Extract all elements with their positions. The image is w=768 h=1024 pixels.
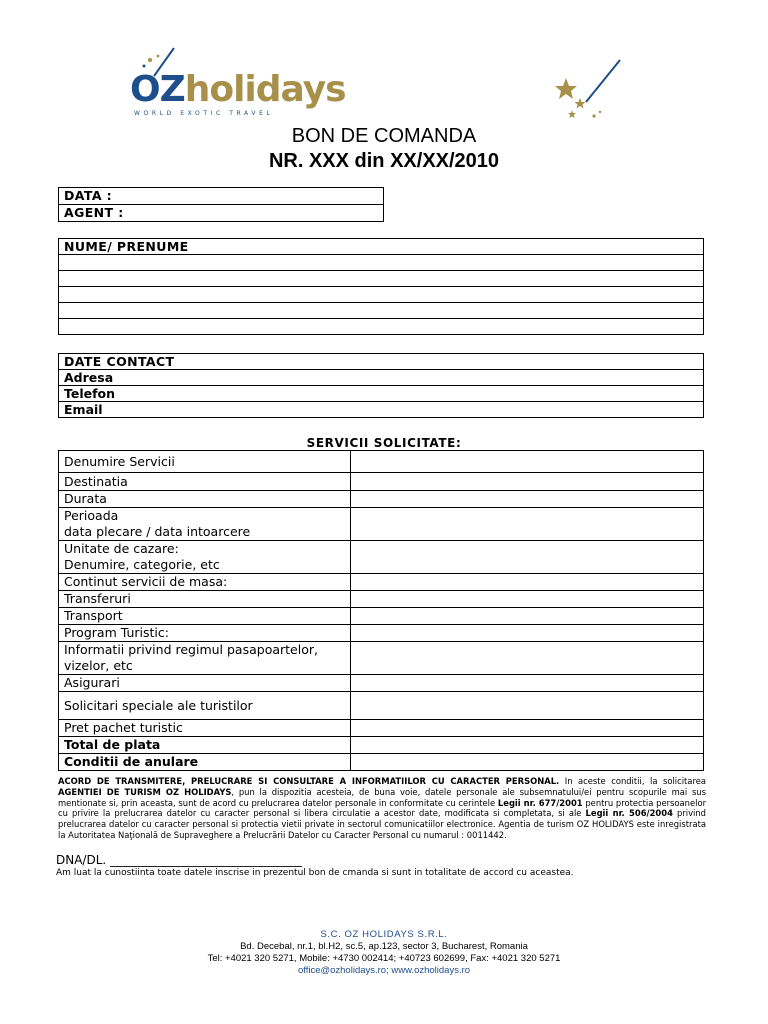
services-table bbox=[58, 450, 704, 771]
name-blank-row[interactable] bbox=[59, 271, 704, 287]
consent-title: ACORD DE TRANSMITERE, PRELUCRARE SI CONSULTARE A INFORMATIILOR CU CARACTER PERSONAL. bbox=[58, 776, 560, 786]
order-number: NR. XXX din XX/XX/2010 bbox=[268, 150, 500, 172]
service-value-cell[interactable] bbox=[350, 737, 703, 754]
service-row bbox=[59, 720, 704, 737]
logo-tagline: WORLD EXOTIC TRAVEL bbox=[134, 110, 274, 117]
name-blank-row[interactable] bbox=[59, 255, 704, 271]
service-label: Solicitari speciale ale turistilor bbox=[59, 692, 351, 720]
service-row bbox=[59, 508, 704, 541]
footer-address: Bd. Decebal, nr.1, bl.H2, sc.5, ap.123, sector 3, Bucharest, Romania bbox=[240, 941, 528, 952]
service-label: Durata bbox=[59, 491, 351, 508]
service-value-cell[interactable] bbox=[350, 491, 703, 508]
service-value-cell[interactable] bbox=[350, 451, 703, 473]
service-row bbox=[59, 692, 704, 720]
acknowledgement-statement: Am luat la cunostiinta toate datele inscrise in prezentul bon de cmanda si sunt in totalitate de accord cu aceastea. bbox=[56, 868, 574, 878]
document-title: BON DE COMANDA bbox=[291, 125, 477, 147]
footer-company: S.C. OZ HOLIDAYS S.R.L. bbox=[320, 929, 448, 940]
services-heading: SERVICII SOLICITATE: bbox=[306, 436, 462, 450]
service-label: Unitate de cazare: Denumire, categorie, etc bbox=[59, 541, 351, 574]
service-label: Informatii privind regimul pasapoartelor, vizelor, etc bbox=[59, 642, 351, 675]
service-value-cell[interactable] bbox=[350, 675, 703, 692]
service-label: Pret pachet turistic bbox=[59, 720, 351, 737]
name-label: NUME/ PRENUME bbox=[59, 239, 704, 255]
name-blank-row[interactable] bbox=[59, 319, 704, 335]
service-label: Program Turistic: bbox=[59, 625, 351, 642]
service-value-cell[interactable] bbox=[350, 720, 703, 737]
agent-field[interactable]: AGENT : bbox=[59, 205, 384, 222]
name-table bbox=[58, 238, 704, 335]
service-value-cell[interactable] bbox=[350, 642, 703, 675]
contact-header: DATE CONTACT bbox=[59, 354, 704, 370]
service-row bbox=[59, 541, 704, 574]
service-value-cell[interactable] bbox=[350, 508, 703, 541]
service-label: Asigurari bbox=[59, 675, 351, 692]
service-label: Perioada data plecare / data intoarcere bbox=[59, 508, 351, 541]
service-value-cell[interactable] bbox=[350, 591, 703, 608]
contact-address-field[interactable]: Adresa bbox=[59, 370, 704, 386]
service-row bbox=[59, 591, 704, 608]
service-value-cell[interactable] bbox=[350, 692, 703, 720]
consent-paragraph: ACORD DE TRANSMITERE, PRELUCRARE SI CONSULTARE A INFORMATIILOR CU CARACTER PERSONAL. In aceste conditii, la solicitarea AGENTIEI DE TURISM OZ HOLIDAYS, pun la dispozitia acesteia, de buna voie, datele personale ale subsemnatului/ei pentru scopurile mai sus mentionate si, prin aceasta, sunt de acord cu prelucrarea datelor personale in conformitate cu cerintele Legii nr. 677/2001 pentru protectia persoanelor cu privire la prelucrarea datelor cu caracter personal si libera circulatie a acestor date, modificata si completata, si ale Legii nr. 506/2004 privind prelucrarea datelor cu caracter personal si protectia vietii private in sectorul comunicatiilor electronice. Agentia de turism OZ HOLIDAYS este inregistrata la Autoritatea Naţională de Supraveghere a Prelucrării Datelor cu Caracter Personal cu numarul : 0011442. bbox=[58, 776, 707, 840]
service-label: Continut servicii de masa: bbox=[59, 574, 351, 591]
company-logo bbox=[130, 46, 346, 124]
service-row bbox=[59, 608, 704, 625]
service-value-cell[interactable] bbox=[350, 625, 703, 642]
service-label: Destinatia bbox=[59, 473, 351, 491]
service-row bbox=[59, 574, 704, 591]
footer-phones: Tel: +4021 320 5271, Mobile: +4730 002414; +40723 602699, Fax: +4021 320 5271 bbox=[207, 953, 561, 964]
stars-wand-icon bbox=[550, 58, 630, 124]
service-label: Conditii de anulare bbox=[59, 754, 351, 771]
service-row bbox=[59, 675, 704, 692]
service-label: Denumire Servicii bbox=[59, 451, 351, 473]
service-row bbox=[59, 737, 704, 754]
agency-name: AGENTIEI DE TURISM OZ HOLIDAYS bbox=[58, 786, 232, 797]
contact-phone-field[interactable]: Telefon bbox=[59, 386, 704, 402]
contact-email-field[interactable]: Email bbox=[59, 402, 704, 418]
name-blank-row[interactable] bbox=[59, 303, 704, 319]
service-row bbox=[59, 754, 704, 771]
footer-contact-links[interactable]: office@ozholidays.ro; www.ozholidays.ro bbox=[297, 965, 471, 976]
law-reference: Legii nr. 677/2001 bbox=[497, 797, 583, 808]
header-fields-table bbox=[58, 187, 384, 222]
service-value-cell[interactable] bbox=[350, 473, 703, 491]
service-label: Total de plata bbox=[59, 737, 351, 754]
service-value-cell[interactable] bbox=[350, 608, 703, 625]
service-row bbox=[59, 642, 704, 675]
service-label: Transport bbox=[59, 608, 351, 625]
service-row bbox=[59, 625, 704, 642]
service-value-cell[interactable] bbox=[350, 574, 703, 591]
name-blank-row[interactable] bbox=[59, 287, 704, 303]
contact-table bbox=[58, 353, 704, 418]
service-row bbox=[59, 451, 704, 473]
service-row bbox=[59, 473, 704, 491]
service-row bbox=[59, 491, 704, 508]
service-label: Transferuri bbox=[59, 591, 351, 608]
law-reference: Legii nr. 506/2004 bbox=[585, 808, 673, 819]
data-field[interactable]: DATA : bbox=[59, 188, 384, 205]
logo-wordmark: OZholidays bbox=[130, 69, 346, 110]
service-value-cell[interactable] bbox=[350, 541, 703, 574]
signature-field[interactable]: DNA/DL. ________________________________ bbox=[56, 853, 303, 867]
service-value-cell[interactable] bbox=[350, 754, 703, 771]
